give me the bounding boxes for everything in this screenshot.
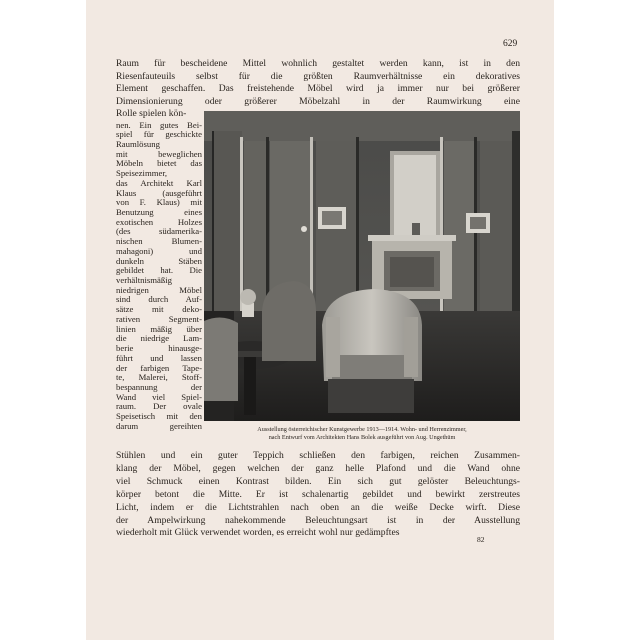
text-line: Stühlen und ein guter Teppich schließen den farbigen, reichen Zusammen- bbox=[116, 450, 520, 461]
text-line: wiederholt mit Glück verwendet worden, es erreicht wohl nur gedämpftes bbox=[116, 527, 400, 539]
text-line: Speisezimmer, bbox=[116, 168, 168, 179]
text-line: Dimensionierung oder größerer Möbelzahl in der Raumwirkung eine bbox=[116, 95, 520, 107]
text-line: te, Malerei, Stoff- bbox=[116, 372, 202, 383]
interior-photograph-image bbox=[204, 111, 520, 421]
text-line: mahagoni) und bbox=[116, 245, 202, 256]
text-line: exotischen Holzes bbox=[116, 216, 202, 227]
text-line: Licht, indem er die Lichtstrahlen nach oben an die weiße Decke wirft. Diese bbox=[116, 501, 520, 513]
text-line: darum gereihten bbox=[116, 420, 202, 431]
text-line: raum. Der ovale bbox=[116, 401, 202, 412]
page-number: 629 bbox=[503, 39, 518, 49]
text-line: nen. Ein gutes Bei- bbox=[116, 119, 202, 130]
text-line: Raumlösung bbox=[116, 138, 160, 149]
interior-photograph bbox=[204, 111, 520, 421]
text-line: spiel für geschickte bbox=[116, 129, 202, 140]
text-line: linien mäßig über bbox=[116, 323, 202, 334]
text-line: klang der Möbel, gegen welchen der ganz helle Plafond und die Wand ohne bbox=[116, 462, 520, 474]
text-line: berie hinausge- bbox=[116, 343, 202, 354]
text-line: der Ampelwirkung nahekommende Beleuchtungsart ist in der Ausstellung bbox=[116, 514, 520, 526]
text-line: rativen Segment- bbox=[116, 313, 202, 324]
text-line: sind durch Auf- bbox=[116, 294, 202, 305]
text-line: die niedrige Lam- bbox=[116, 333, 202, 344]
text-line: körper betont die Mitte. Er ist schalenartig gebildet und bewirkt zerstreutes bbox=[116, 488, 520, 500]
text-line: (des südamerika- bbox=[116, 226, 202, 237]
text-line: das Architekt Karl bbox=[116, 177, 202, 188]
book-page bbox=[86, 0, 554, 640]
text-line: Element geschaffen. Das freistehende Möbel wird ja immer nur bei größerer bbox=[116, 83, 520, 94]
text-line: der farbigen Tape- bbox=[116, 362, 202, 373]
text-line: von F. Klaus) mit bbox=[116, 197, 202, 208]
text-line: bespannung der bbox=[116, 381, 202, 392]
photo-caption bbox=[204, 426, 520, 443]
text-line: Wand viel Spiel- bbox=[116, 391, 202, 402]
text-line: viel Schmuck einen Kontrast bilden. Ein sich gut gelöster Beleuchtungs- bbox=[116, 475, 520, 487]
text-line: Raum für bescheidene Mittel wohnlich gestaltet werden kann, ist in den bbox=[116, 58, 520, 69]
text-line: niedrigen Möbel bbox=[116, 284, 202, 295]
text-line: verhältnismäßig bbox=[116, 275, 172, 286]
text-line: sätze mit deko- bbox=[116, 304, 202, 315]
text-line: führt und lassen bbox=[116, 352, 202, 363]
signature-mark: 82 bbox=[477, 535, 485, 544]
text-line: Benutzung eines bbox=[116, 206, 202, 217]
text-line: Speisetisch mit den bbox=[116, 411, 202, 422]
text-line: dunkeln Stäben bbox=[116, 255, 202, 266]
text-line: mit beweglichen bbox=[116, 148, 202, 159]
text-line: gebildet hat. Die bbox=[116, 265, 202, 276]
text-line: Klaus (ausgeführt bbox=[116, 187, 202, 198]
text-line: Rolle spielen kön- bbox=[116, 108, 187, 119]
caption-line-2: nach Entwurf vom Architekten Hans Bolek ausgeführt von Aug. Ungethüm bbox=[268, 434, 456, 442]
text-line: nischen Blumen- bbox=[116, 236, 202, 247]
text-line: Riesenfauteuils selbst für die größten Raumverhältnisse ein dekoratives bbox=[116, 70, 520, 82]
caption-line-1: Ausstellung österreichischer Kunstgewerbe 1913—1914. Wohn- und Herrenzimmer, bbox=[257, 426, 467, 433]
text-line: Möbeln bietet das bbox=[116, 158, 202, 169]
